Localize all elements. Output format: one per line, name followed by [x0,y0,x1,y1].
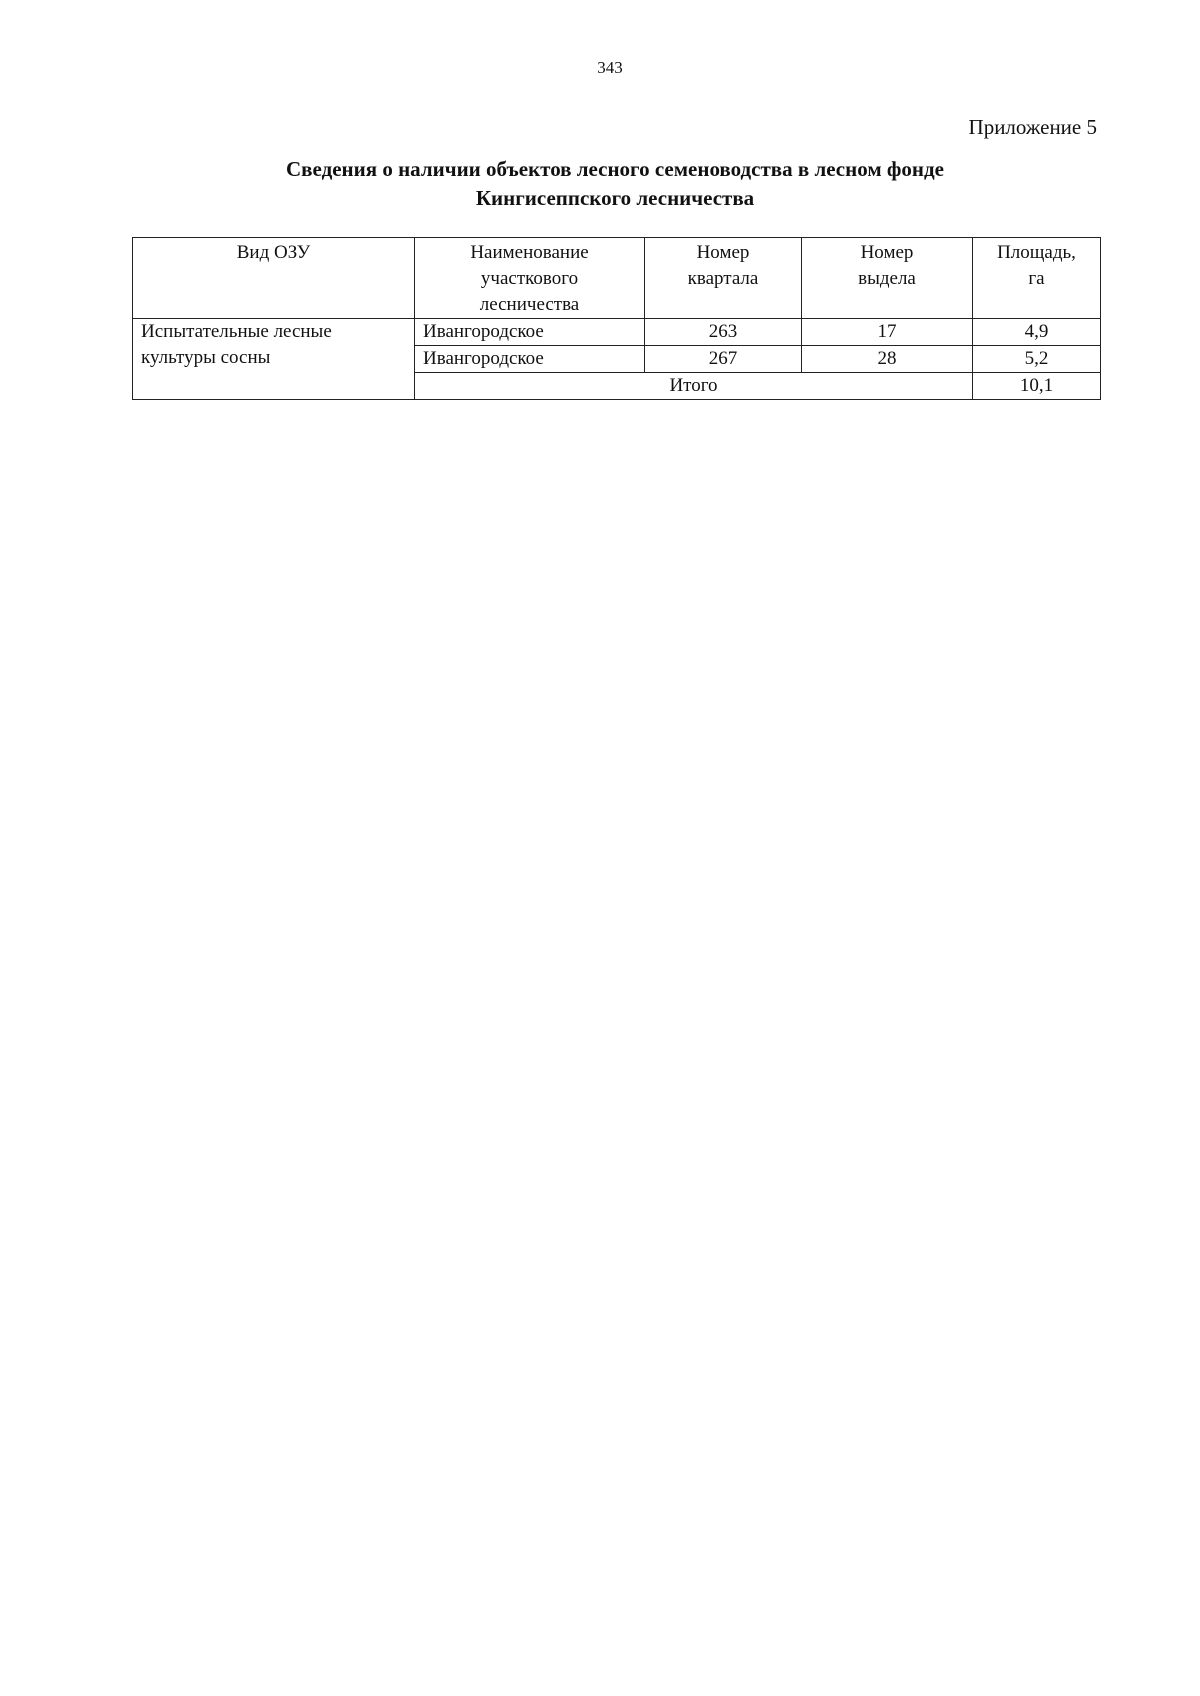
cell-section: 17 [802,319,973,346]
cell-quarter: 263 [645,319,802,346]
table-row [133,319,1101,346]
header-section: Номер выдела [802,238,973,319]
header-type: Вид ОЗУ [133,238,415,319]
cell-area: 5,2 [973,346,1101,373]
header-area: Площадь, га [973,238,1101,319]
seed-objects-table [132,237,1101,400]
title-line-1: Сведения о наличии объектов лесного семеноводства в лесном фонде [286,157,944,181]
page-number: 343 [597,58,623,77]
appendix-label: Приложение 5 [968,115,1097,139]
header-forestry: Наименование участкового лесничества [415,238,645,319]
table-header-row [133,238,1101,319]
cell-forestry: Ивангородское [415,346,645,373]
cell-quarter: 267 [645,346,802,373]
cell-forestry: Ивангородское [415,319,645,346]
total-area: 10,1 [973,373,1101,400]
cell-section: 28 [802,346,973,373]
document-title [130,155,1100,213]
cell-type: Испытательные лесные культуры сосны [133,319,415,400]
header-quarter: Номер квартала [645,238,802,319]
cell-area: 4,9 [973,319,1101,346]
title-line-2: Кингисеппского лесничества [475,186,755,210]
total-label: Итого [415,373,973,400]
